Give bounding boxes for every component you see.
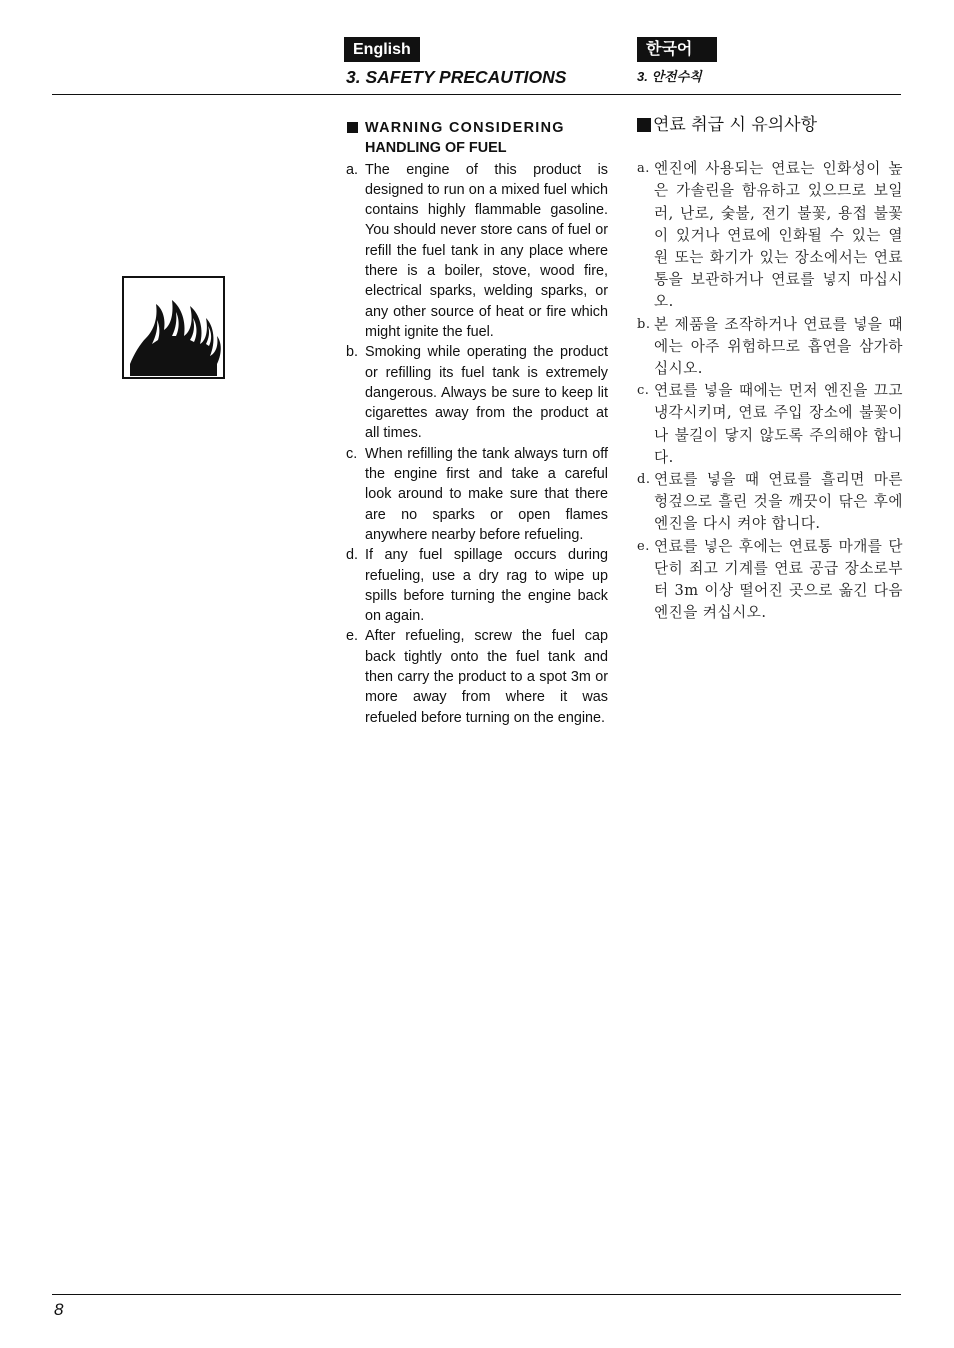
list-item	[637, 536, 903, 625]
bullet-square-icon	[637, 118, 651, 132]
list-item	[346, 342, 608, 443]
item-text: After refueling, screw the fuel cap back tightly onto the fuel tank and then carry the product to a spot 3m or more away from where it was refueled before turning on the engine.	[365, 628, 608, 726]
item-text: 연료를 넣을 때 연료를 흘리면 마른 헝겊으로 흘린 것을 깨끗이 닦은 후에 엔진을 다시 켜야 합니다.	[654, 471, 903, 533]
item-label: c.	[637, 383, 650, 399]
item-text: If any fuel spillage occurs during refueling, use a dry rag to wipe up spills before turning the engine back on again.	[365, 547, 608, 625]
list-item	[637, 158, 903, 313]
list-item	[346, 160, 608, 343]
item-text: Smoking while operating the product or refilling its fuel tank is extremely dangerous. Always be sure to keep lit cigarettes away from the product at all times.	[365, 344, 608, 442]
list-item	[637, 314, 903, 381]
item-text: 본 제품을 조작하거나 연료를 넣을 때에는 아주 위험하므로 흡연을 삼가하십시오.	[654, 315, 903, 378]
header-rule	[52, 94, 901, 95]
section-title-english: 3. SAFETY PRECAUTIONS	[346, 67, 567, 87]
korean-column	[637, 114, 903, 624]
list-item	[637, 380, 903, 469]
item-label: d.	[637, 472, 651, 488]
item-label: b.	[346, 344, 359, 361]
item-text: 연료를 넣을 때에는 먼저 엔진을 끄고 냉각시키며, 연료 주입 장소에 불꽃이나 불길이 닿지 않도록 주의해야 합니다.	[654, 382, 903, 466]
flame-icon	[122, 276, 225, 379]
item-text: 연료를 넣은 후에는 연료통 마개를 단단히 죄고 기계를 연료 공급 장소로부터 3m 이상 떨어진 곳으로 옮긴 다음 엔진을 켜십시오.	[654, 537, 903, 622]
warning-heading-line1: WARNING CONSIDERING	[365, 120, 565, 136]
list-item	[346, 545, 608, 626]
korean-heading-text: 연료 취급 시 유의사항	[653, 115, 818, 135]
item-text: When refilling the tank always turn off the engine first and take a careful look around to make sure that there are no sparks or open flames anywhere nearby before refueling.	[365, 445, 608, 543]
korean-heading	[637, 114, 903, 136]
footer-rule	[52, 1294, 901, 1295]
item-label: d.	[346, 547, 359, 564]
item-text: The engine of this product is designed to run on a mixed fuel which contains highly flammable gasoline. You should never store cans of fuel or refill the fuel tank in any place where there is a boiler, stove, wood fire, electrical sparks, welding sparks, or any other source of heat or fire which might ignite the fuel.	[365, 161, 608, 340]
warning-heading-line2: HANDLING OF FUEL	[365, 140, 507, 157]
list-item	[637, 469, 903, 536]
list-item	[346, 626, 608, 727]
section-title-korean: 3. 안전수칙	[637, 69, 702, 84]
language-badge-english: English	[344, 37, 420, 62]
item-label: a.	[637, 161, 650, 177]
list-item	[346, 444, 608, 545]
item-label: a.	[346, 161, 359, 178]
item-label: b.	[637, 316, 651, 332]
item-label: c.	[346, 445, 358, 462]
bullet-square-icon	[347, 122, 358, 133]
flammable-flame-icon	[124, 278, 223, 377]
item-label: e.	[637, 538, 650, 554]
item-label: e.	[346, 628, 359, 645]
warning-heading	[346, 118, 608, 159]
page-number: 8	[54, 1300, 64, 1319]
language-badge-korean: 한국어	[637, 37, 717, 62]
item-text: 엔진에 사용되는 연료는 인화성이 높은 가솔린을 함유하고 있으므로 보일러, 난로, 숯불, 전기 불꽃, 용접 불꽃이 있거나 연료에 인화될 수 있는 열원 또는 화기가 있는 장소에서는 연료통을 보관하거나 연료를 넣지 마십시오.	[654, 160, 903, 311]
english-column	[346, 118, 608, 728]
